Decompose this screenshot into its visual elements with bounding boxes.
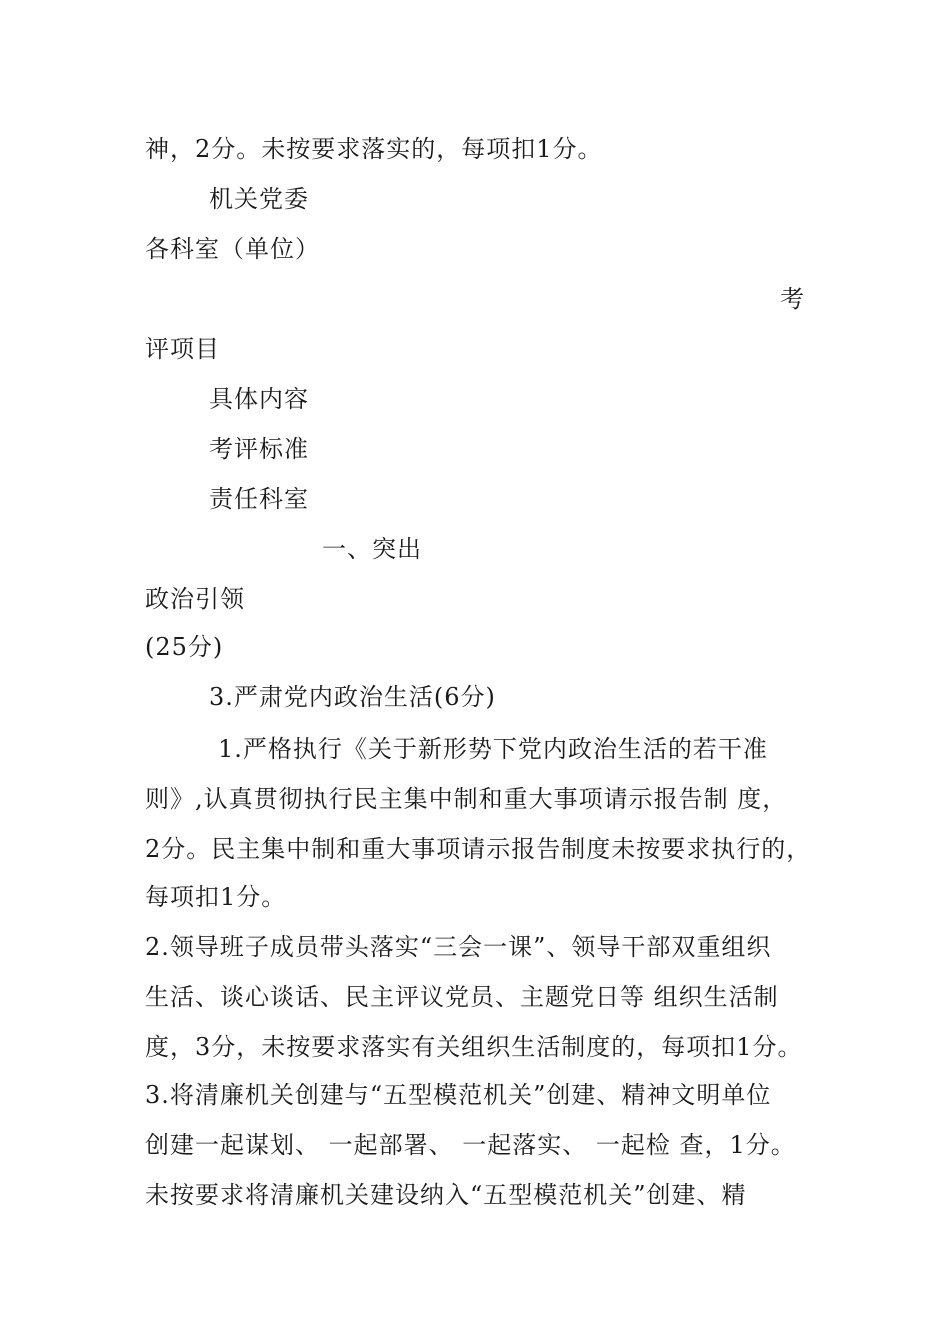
text-line: 考 (780, 285, 805, 313)
text-line: 各科室（单位） (145, 235, 320, 263)
text-line: 机关党委 (209, 185, 309, 213)
text-line: 政治引领 (145, 585, 245, 613)
text-line: 度，3分，未按要求落实有关组织生活制度的，每项扣1分。 (145, 1033, 803, 1061)
text-line: 2分。民主集中制和重大事项请示报告制度未按要求执行的， (145, 835, 812, 863)
text-line: 3.将清廉机关创建与“五型模范机关”创建、精神文明单位 (145, 1081, 772, 1109)
section-heading: 一、突出 (322, 535, 422, 563)
text-line: 2.领导班子成员带头落实“三会一课”、领导干部双重组织 (145, 933, 772, 961)
text-line: 考评标准 (209, 435, 309, 463)
text-line: 评项目 (145, 335, 220, 363)
text-line: 1.严格执行《关于新形势下党内政治生活的若干准 (218, 735, 768, 763)
text-line: 神，2分。未按要求落实的，每项扣1分。 (145, 135, 603, 163)
text-line: 生活、谈心谈话、民主评议党员、主题党日等 组织生活制 (145, 983, 779, 1011)
text-line: 每项扣1分。 (145, 883, 287, 911)
text-line: 创建一起谋划、 一起部署、 一起落实、 一起检 查，1分。 (145, 1131, 796, 1159)
text-line: 则》,认真贯彻执行民主集中制和重大事项请示报告制 度， (145, 785, 788, 813)
text-line: (25分) (145, 633, 224, 661)
text-line: 责任科室 (209, 485, 309, 513)
text-line: 未按要求将清廉机关建设纳入“五型模范机关”创建、精 (145, 1181, 747, 1209)
text-line: 具体内容 (209, 385, 309, 413)
subsection-heading: 3.严肃党内政治生活(6分) (209, 683, 496, 711)
